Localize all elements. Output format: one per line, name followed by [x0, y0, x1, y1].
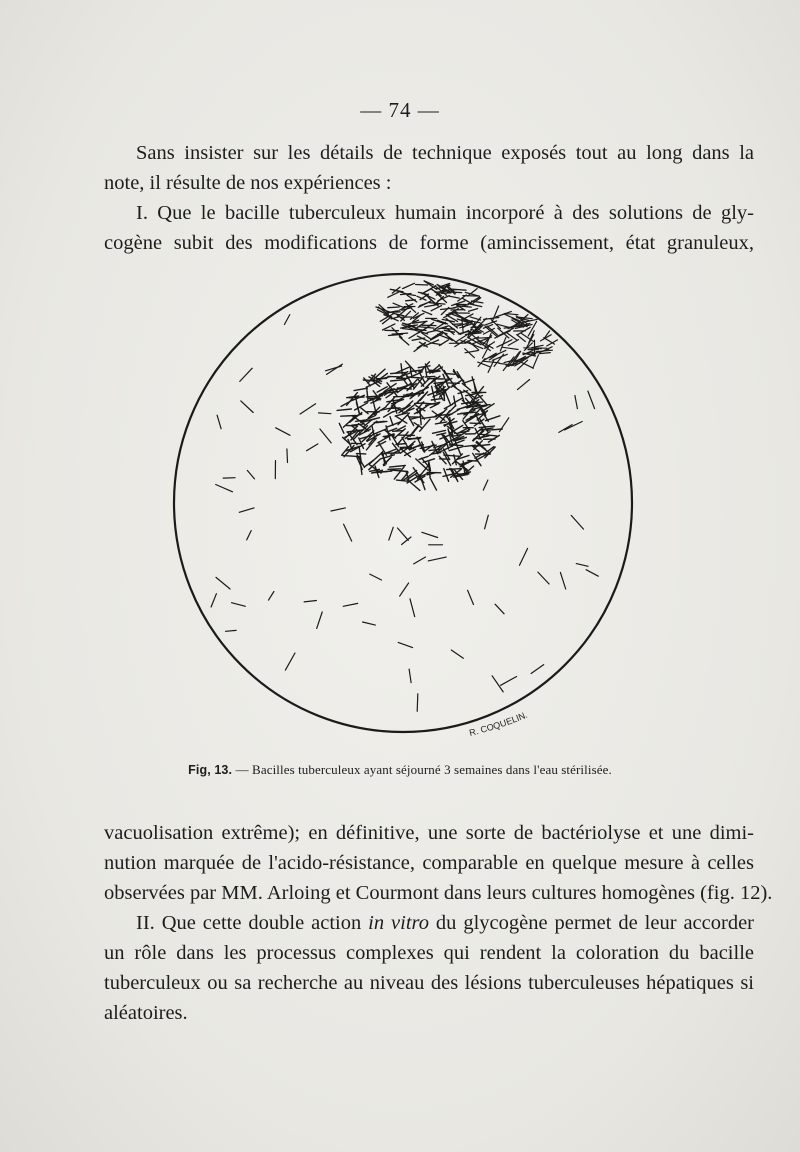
page-number: — 74 — [360, 98, 440, 122]
bacillus-mark [425, 376, 435, 377]
bacillus-mark [444, 455, 460, 456]
bacillus-mark [287, 449, 288, 463]
bacillus-mark [533, 355, 539, 368]
bacillus-mark [285, 653, 295, 670]
bacillus-mark [465, 333, 481, 335]
bacillus-mark [492, 306, 499, 323]
bacillus-mark [410, 599, 415, 617]
bacillus-mark [217, 415, 221, 429]
text-line: I. Que le bacille tuberculeux humain incorporé à des solutions de gly- [136, 202, 754, 224]
bacillus-mark [451, 650, 463, 658]
bacillus-mark [465, 380, 474, 383]
text-line: observées par MM. Arloing et Courmont dans leurs cultures homogènes (fig. 12). [104, 882, 773, 904]
bacillus-mark [480, 434, 497, 436]
bacillus-mark [453, 324, 462, 325]
bacillus-mark [428, 557, 446, 561]
bacillus-mark [216, 577, 230, 589]
bacillus-mark [339, 423, 344, 433]
bacillus-mark [477, 338, 491, 339]
text-line: note, il résulte de nos expériences : [104, 172, 392, 194]
bacillus-mark [439, 456, 446, 464]
bacillus-mark [418, 366, 430, 368]
bacillus-mark [388, 376, 402, 377]
text-line: aléatoires. [104, 1002, 188, 1024]
illustrator-signature: R. COQUELIN. [468, 709, 529, 738]
bacillus-mark [565, 422, 583, 430]
bacillus-mark [388, 307, 399, 308]
bacillus-mark [416, 285, 428, 286]
bacillus-mark [380, 471, 392, 472]
bacillus-mark [449, 445, 463, 446]
bacillus-mark [422, 532, 438, 537]
bacillus-mark [391, 380, 406, 382]
bacillus-mark [354, 388, 367, 390]
bacillus-mark [468, 590, 474, 604]
bacillus-mark [560, 572, 565, 589]
bacillus-mark [247, 531, 252, 540]
bacillus-mark [414, 557, 426, 564]
bacillus-mark [356, 398, 360, 415]
text-run: II. Que cette double action [136, 912, 369, 934]
bacillus-mark [447, 469, 462, 470]
text-run: du glycogène permet de leur accorder [429, 912, 754, 934]
text-line: Sans insister sur les détails de technique exposés tout au long dans la [136, 142, 754, 164]
bacillus-mark [269, 592, 274, 601]
bacilli-marks [211, 281, 598, 712]
bacillus-mark [520, 361, 534, 368]
bacillus-mark [331, 508, 345, 511]
bacillus-mark [392, 333, 408, 334]
bacillus-mark [412, 425, 419, 433]
bacillus-mark [384, 412, 393, 417]
figure-caption [0, 762, 800, 778]
bacillus-mark [226, 630, 237, 631]
bacillus-mark [532, 345, 543, 347]
bacillus-mark [284, 315, 289, 325]
bacillus-mark [539, 353, 550, 354]
bacillus-mark [538, 572, 549, 584]
bacillus-mark [536, 350, 552, 352]
bacillus-mark [445, 391, 451, 406]
bacillus-mark [363, 380, 377, 381]
bacillus-mark [439, 340, 448, 346]
bacillus-mark [304, 601, 316, 602]
bacillus-mark [363, 622, 376, 625]
bacillus-mark [571, 515, 583, 529]
bacillus-mark [241, 401, 253, 413]
bacillus-mark [400, 583, 409, 596]
paragraph-continuation [104, 818, 773, 908]
bacillus-mark [492, 676, 503, 692]
bacillus-mark [276, 428, 290, 436]
paragraph-point-one [104, 198, 754, 258]
bacillus-mark [391, 373, 406, 374]
bacillus-mark [430, 478, 437, 491]
bacillus-mark [430, 334, 442, 341]
figure-microscope-field [170, 258, 640, 748]
bacillus-mark [442, 331, 452, 340]
bacillus-mark [319, 413, 331, 414]
bacillus-mark [320, 429, 331, 443]
bacillus-mark [398, 528, 409, 540]
text-line: tuberculeux ou sa recherche au niveau des lésions tuberculeuses hépatiques si [104, 972, 754, 994]
bacillus-mark [419, 456, 428, 459]
bacillus-mark [399, 337, 408, 345]
bacillus-mark [531, 665, 544, 674]
paragraph-intro [104, 138, 754, 198]
bacillus-mark [391, 470, 408, 472]
bacillus-mark [352, 424, 364, 425]
bacillus-mark [559, 425, 572, 433]
bacillus-mark [317, 612, 323, 628]
bacillus-mark [500, 418, 509, 432]
bacillus-mark [469, 309, 478, 312]
text-line: vacuolisation extrême); en définitive, une sorte de bactériolyse et une dimi- [104, 822, 754, 844]
bacillus-mark [503, 347, 518, 349]
bacillus-mark [409, 669, 411, 683]
bacillus-mark [431, 306, 441, 311]
bacillus-mark [501, 677, 517, 686]
italic-run: in vitro [368, 912, 429, 934]
bacillus-mark [458, 331, 469, 334]
bacillus-mark [417, 694, 418, 712]
text-line [104, 908, 754, 938]
bacillus-mark [468, 304, 482, 307]
bacillus-mark [403, 283, 415, 288]
bacillus-mark [449, 296, 459, 298]
bacillus-mark [216, 485, 233, 492]
bacillus-mark [390, 417, 393, 426]
bacillus-mark [422, 286, 436, 294]
bacillus-mark [576, 564, 588, 567]
bacillus-mark [518, 380, 530, 390]
bacillus-mark [370, 574, 382, 580]
bacillus-mark [486, 416, 500, 421]
bacillus-mark [462, 318, 463, 333]
bacillus-mark [232, 603, 246, 607]
bacillus-mark [507, 333, 517, 340]
bacillus-mark [454, 396, 456, 406]
text-line: cogène subit des modifications de forme (amincissement, état granuleux, [104, 232, 754, 254]
bacillus-mark [520, 548, 528, 565]
bacillus-mark [390, 466, 406, 468]
text-line: nution marquée de l'acido-résistance, comparable en quelque mesure à celles [104, 852, 754, 874]
bacillus-mark [483, 361, 500, 363]
bacillus-mark [344, 524, 352, 541]
bacillus-mark [431, 398, 442, 400]
bacillus-mark [423, 323, 433, 331]
bacillus-mark [388, 469, 401, 470]
text-line: un rôle dans les processus complexes qui rendent la coloration du bacille [104, 942, 754, 964]
bacillus-mark [389, 527, 393, 540]
caption-text: — Bacilles tuberculeux ayant séjourné 3 semaines dans l'eau stérilisée. [235, 762, 612, 777]
bacillus-mark [441, 308, 455, 310]
bacillus-mark [417, 404, 429, 413]
microscope-field-circle [174, 274, 632, 732]
bacillus-mark [462, 383, 470, 390]
bacillus-mark [341, 416, 356, 417]
bacillus-mark [402, 329, 416, 331]
bacillus-mark [588, 391, 595, 409]
caption-label: Fig, 13. [188, 763, 233, 777]
bacillus-mark [239, 508, 254, 512]
bacillus-mark [211, 594, 216, 607]
bacillus-mark [300, 404, 316, 414]
bacillus-mark [343, 437, 351, 445]
bacillus-mark [307, 444, 318, 451]
bacillus-mark [420, 302, 429, 306]
bacillus-mark [435, 422, 446, 424]
bacillus-mark [485, 515, 489, 529]
bacillus-mark [444, 404, 452, 409]
bacillus-mark [367, 387, 368, 401]
bacillus-mark [483, 480, 488, 490]
bacillus-mark [240, 368, 252, 381]
bacillus-mark [392, 328, 402, 338]
bacillus-mark [247, 470, 254, 479]
bacillus-mark [343, 603, 358, 606]
paragraph-point-two [104, 908, 754, 1028]
bacillus-mark [337, 409, 351, 410]
bacillus-mark [495, 604, 504, 614]
bacillus-mark [575, 396, 578, 409]
bacillus-mark [398, 642, 412, 647]
bacillus-mark [586, 570, 598, 577]
bacillus-mark [349, 397, 364, 398]
bacilli-illustration [170, 258, 640, 748]
